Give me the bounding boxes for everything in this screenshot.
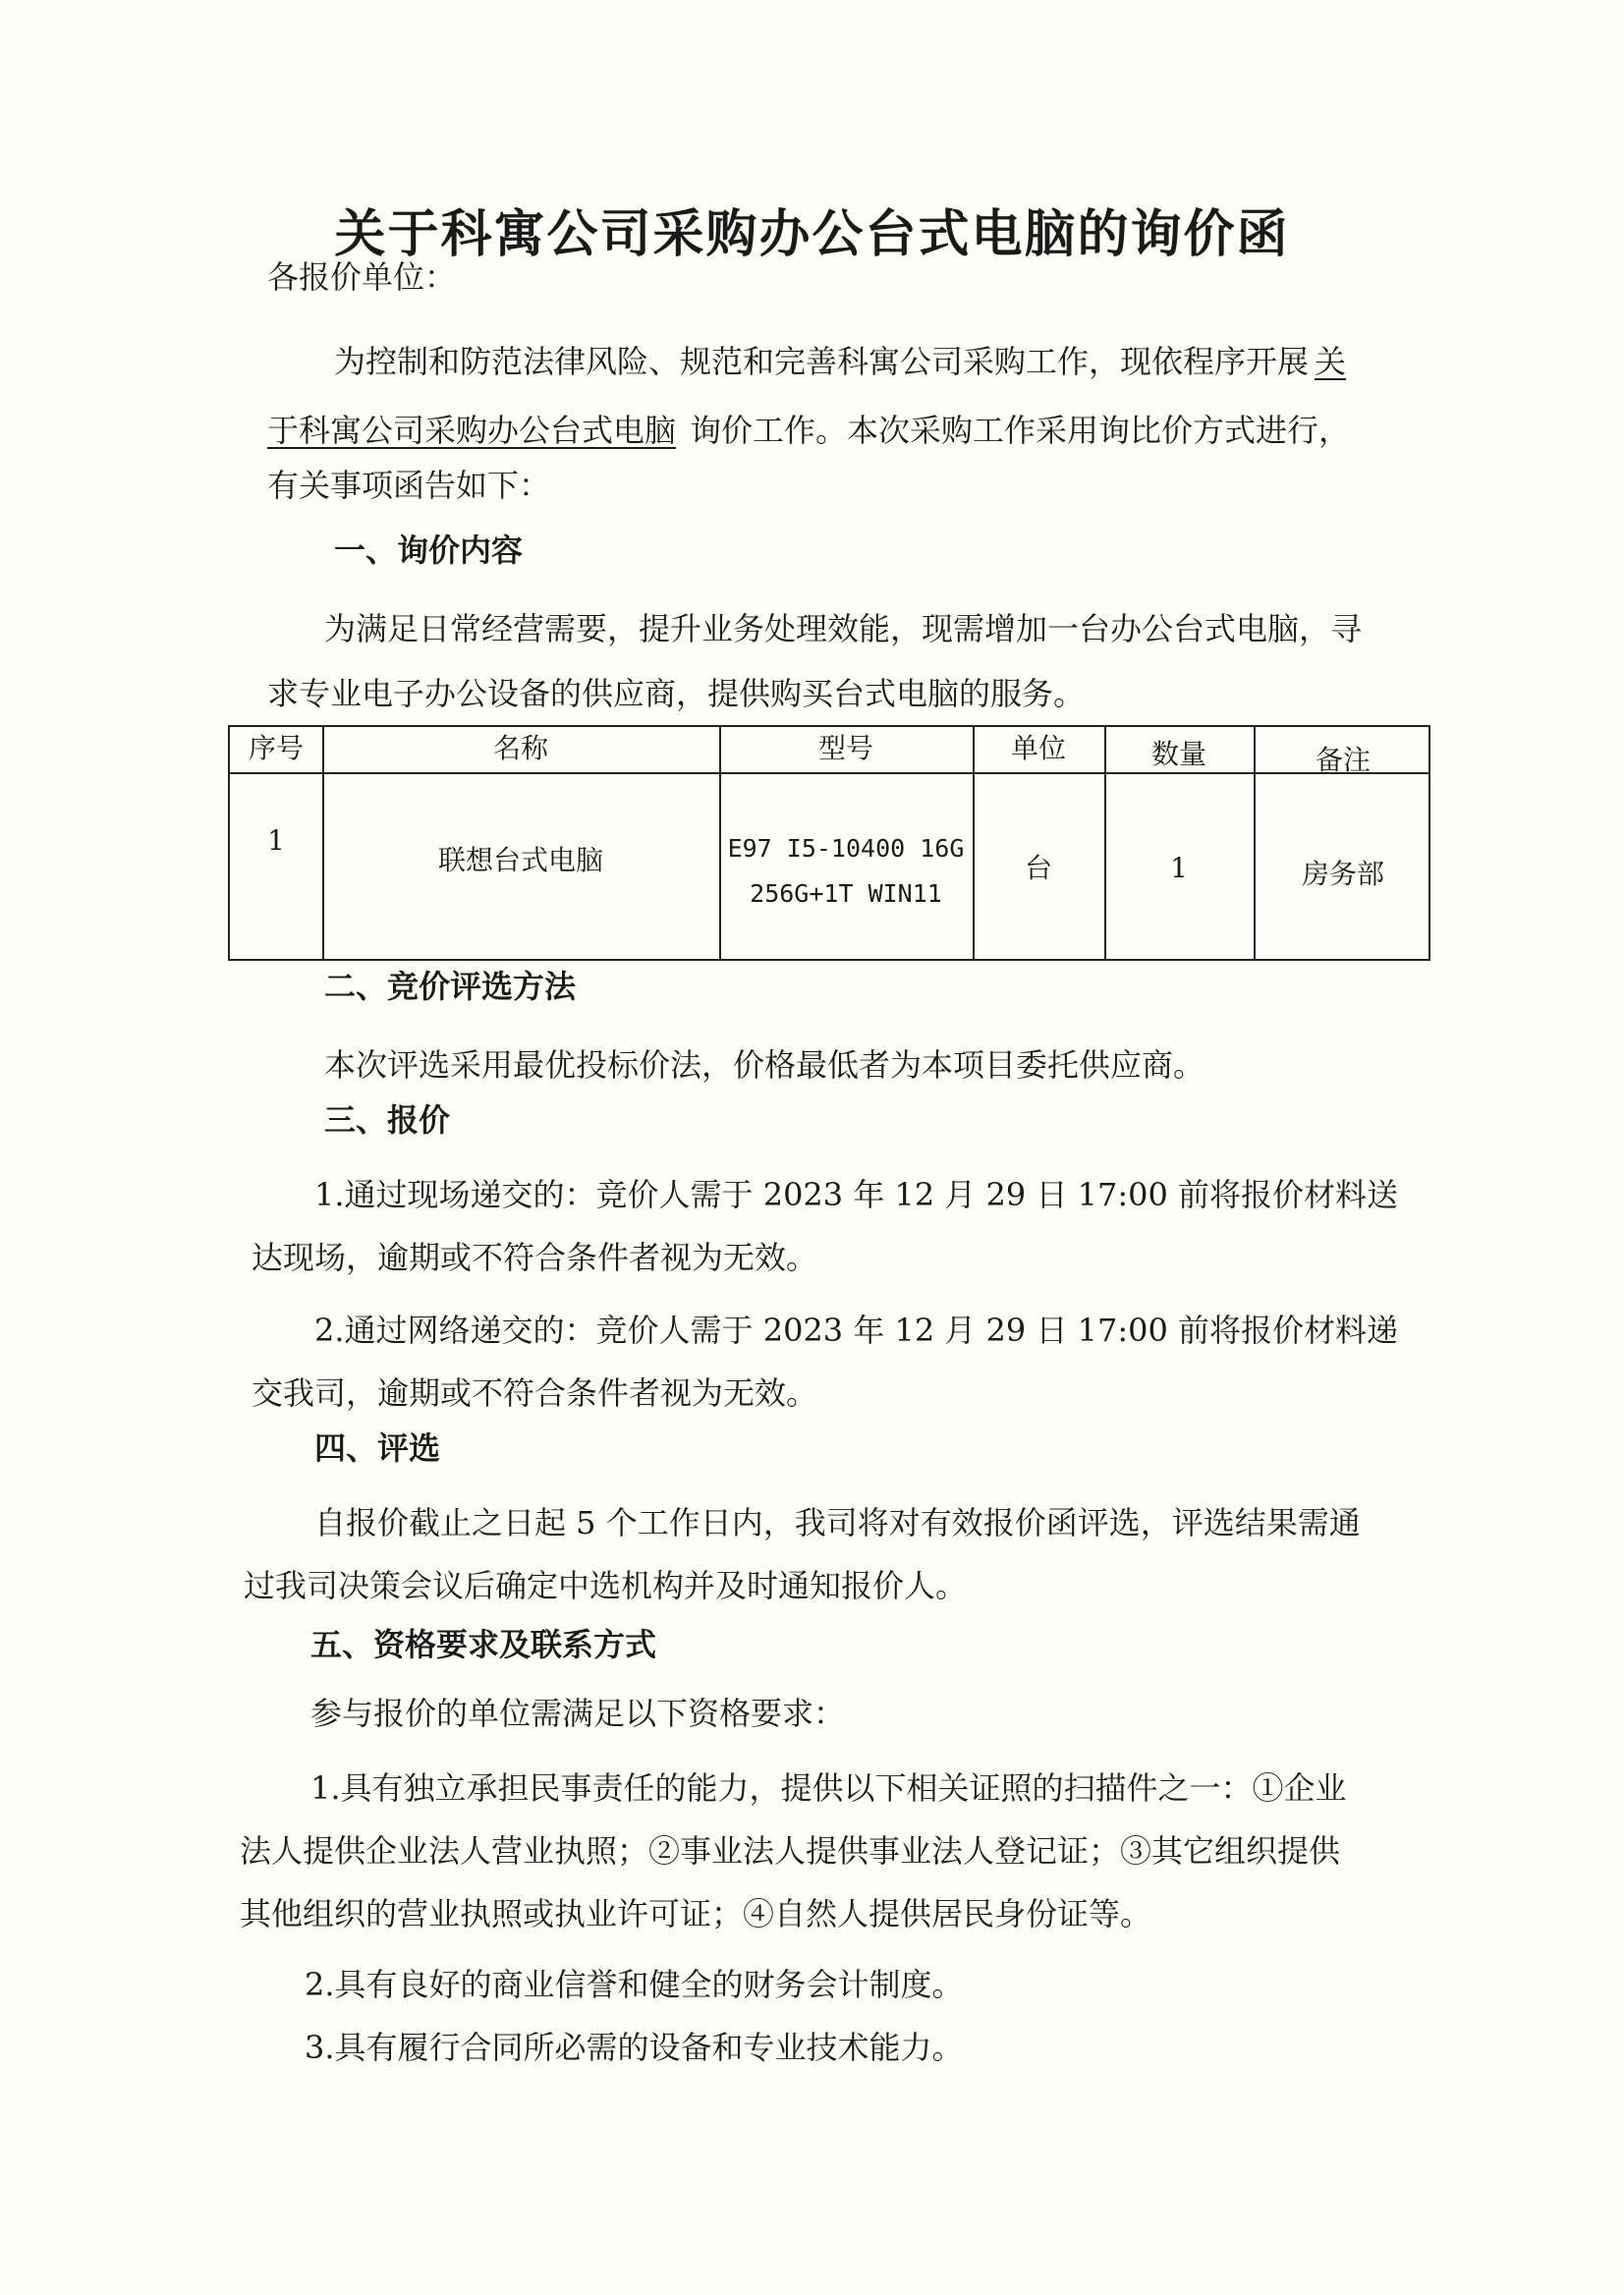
document-title: 关于科寓公司采购办公台式电脑的询价函 [334,205,1290,264]
table-cell-quantity: 1 [1170,852,1188,884]
table-header-model: 型号 [817,732,873,764]
table-header-unit: 单位 [1010,732,1066,764]
intro-line-3: 有关事项函告如下： [267,467,551,504]
section-3-item-2-line-1: 2.通过网络递交的：竞价人需于 2023 年 12 月 29 日 17:00 前将报价材料递 [314,1312,1399,1349]
table-cell-index: 1 [267,824,285,857]
table-cell-model-line-2: 256G+1T WIN11 [750,879,942,908]
project-name-underlined: 于科寓公司采购办公台式电脑 [267,412,677,449]
intro-line-2-text: 询价工作。本次采购工作采用询比价方式进行， [690,412,1351,449]
section-5-intro: 参与报价的单位需满足以下资格要求： [310,1695,846,1732]
section-5-heading: 五、资格要求及联系方式 [310,1626,657,1663]
section-4-line-1: 自报价截止之日起 5 个工作日内，我司将对有效报价函评选，评选结果需通 [314,1504,1361,1541]
section-5-item-1-line-2: 法人提供企业法人营业执照；②事业法人提供事业法人登记证；③其它组织提供 [240,1832,1341,1870]
section-1-heading: 一、询价内容 [334,532,524,569]
section-3-item-1-line-2: 达现场，逾期或不符合条件者视为无效。 [252,1239,818,1276]
table-header-quantity: 数量 [1150,738,1206,770]
table-header-index: 序号 [248,732,304,764]
table-cell-model-line-1: E97 I5-10400 16G [727,834,965,863]
section-3-item-1-line-1: 1.通过现场递交的：竞价人需于 2023 年 12 月 29 日 17:00 前将报价材料送 [314,1176,1399,1213]
table-header-remark: 备注 [1315,744,1371,776]
section-2-heading: 二、竞价评选方法 [324,968,577,1005]
section-5-item-1-line-3: 其他组织的营业执照或执业许可证；④自然人提供居民身份证等。 [240,1895,1152,1932]
intro-line-2 [267,411,1350,450]
section-4-line-2: 过我司决策会议后确定中选机构并及时通知报价人。 [244,1567,968,1604]
table-cell-unit: 台 [1024,852,1052,884]
section-5-item-2: 2.具有良好的商业信誉和健全的财务会计制度。 [305,1966,964,2003]
project-name-underlined-start: 关 [1315,343,1347,380]
table-header-name: 名称 [492,732,548,764]
section-5-item-3: 3.具有履行合同所必需的设备和专业技术能力。 [305,2029,964,2066]
procurement-table [228,725,1430,961]
section-3-heading: 三、报价 [324,1101,451,1139]
section-3-item-2-line-2: 交我司，逾期或不符合条件者视为无效。 [252,1374,818,1412]
table-cell-remark: 房务部 [1301,858,1384,890]
section-1-line-2: 求专业电子办公设备的供应商，提供购买台式电脑的服务。 [267,675,1086,712]
salutation: 各报价单位： [267,258,457,296]
section-5-item-1-line-1: 1.具有独立承担民事责任的能力，提供以下相关证照的扫描件之一：①企业 [310,1769,1347,1807]
table-cell-name: 联想台式电脑 [437,844,603,876]
section-4-heading: 四、评选 [314,1429,441,1467]
section-2-line-1: 本次评选采用最优投标价法，价格最低者为本项目委托供应商。 [324,1046,1205,1084]
intro-line-1 [334,342,1346,381]
section-1-line-1: 为满足日常经营需要，提升业务处理效能，现需增加一台办公台式电脑，寻 [324,610,1363,647]
intro-line-1-text: 为控制和防范法律风险、规范和完善科寓公司采购工作，现依程序开展 [334,343,1310,380]
